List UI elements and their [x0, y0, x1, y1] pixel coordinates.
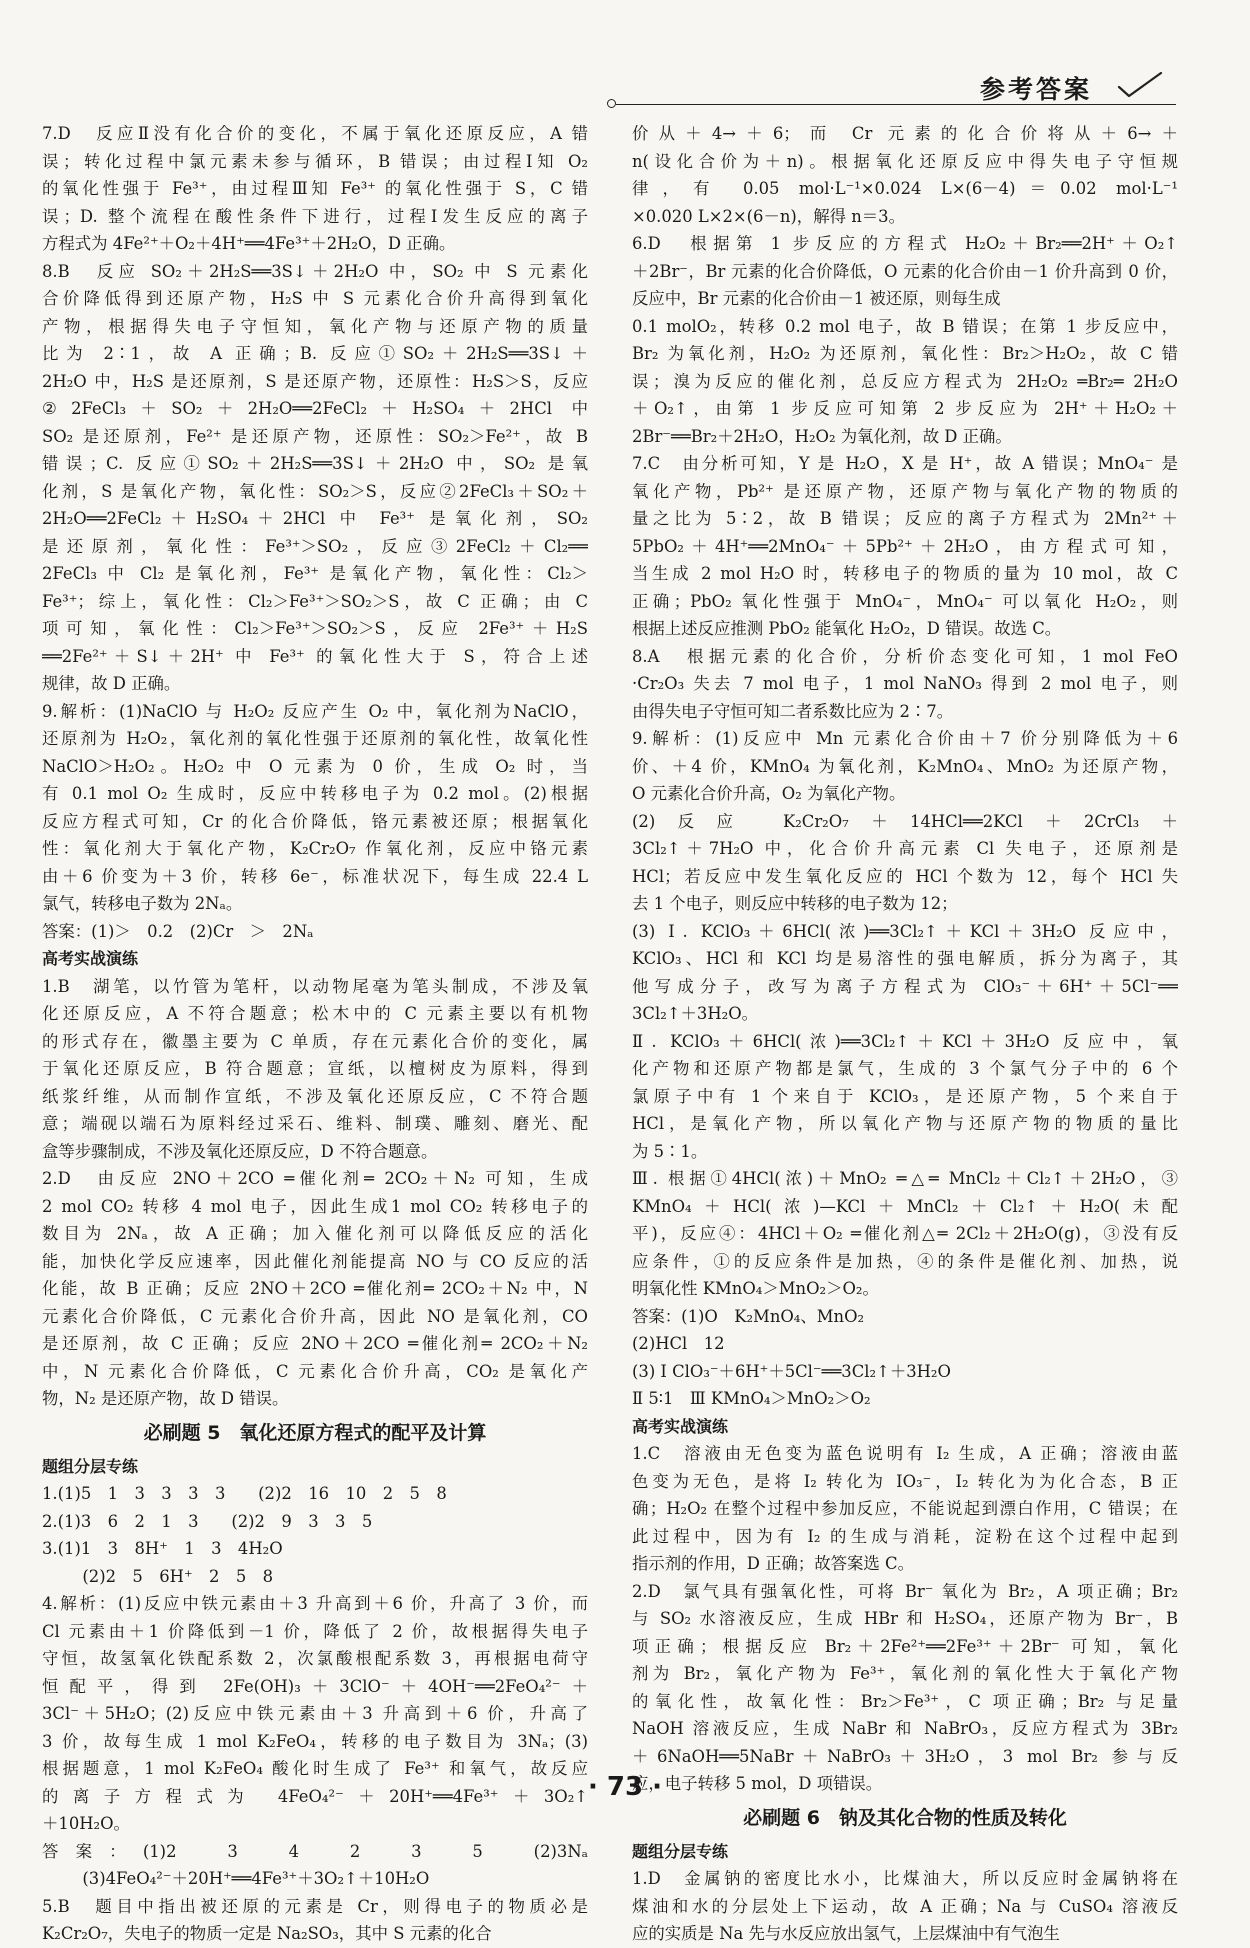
- text-line: 8.A 根据元素的化合价，分析价态变化可知，1 mol FeO: [632, 646, 1178, 666]
- text-line: 的离子方程式为 4FeO₄²⁻＋20H⁺══4Fe³⁺＋3O₂↑: [42, 1786, 588, 1806]
- text-line: 3.(1)1 3 8H⁺ 1 3 4H₂O: [42, 1539, 283, 1558]
- text-line: 2H₂O══2FeCl₂＋H₂SO₄＋2HCl 中 Fe³⁺ 是氧化剂，SO₂: [42, 509, 588, 528]
- text-line: NaOH 溶液反应，生成 NaBr 和 NaBrO₃，反应方程式为 3Br₂: [632, 1719, 1178, 1738]
- text-line: SO₂ 是还原剂，Fe²⁺ 是还原产物，还原性：SO₂＞Fe²⁺，故 B: [42, 426, 588, 446]
- text-line: 由得失电子守恒可知二者系数比应为 2∶7。: [632, 701, 954, 721]
- text-line: 7.C 由分析可知，Y 是 H₂O，X 是 H⁺，故 A 错误；MnO₄⁻ 是: [632, 454, 1178, 473]
- section-title: 必刷题 6 钠及其化合物的性质及转化: [743, 1806, 1067, 1829]
- text-line: (2)HCl 12: [632, 1334, 725, 1353]
- header-rule-dot: [607, 99, 616, 108]
- text-line: ②2FeCl₃＋SO₂＋2H₂O══2FeCl₂＋H₂SO₄＋2HCl 中: [42, 399, 588, 418]
- text-line: 误；转化过程中氯元素未参与循环，B 错误；由过程Ⅰ知 O₂: [42, 151, 588, 171]
- text-line: (3) Ⅰ. KClO₃＋6HCl(浓)══3Cl₂↑＋KCl＋3H₂O 反应中，: [632, 921, 1178, 941]
- text-line: 合价降低得到还原产物，H₂S 中 S 元素化合价升高得到氧化: [42, 289, 588, 308]
- text-line: 8.B 反应 SO₂＋2H₂S══3S↓＋2H₂O 中，SO₂ 中 S 元素化: [42, 261, 588, 281]
- check-mark-icon: [1115, 70, 1165, 100]
- text-line: 3Cl₂↑＋7H₂O 中，化合价升高元素 Cl 失电子，还原剂是: [632, 839, 1178, 858]
- text-line: 化还原反应，A 不符合题意；松木中的 C 元素主要以有机物: [42, 1004, 588, 1023]
- text-line: ＋6NaOH══5NaBr＋NaBrO₃＋3H₂O，3 mol Br₂ 参与反: [632, 1746, 1178, 1766]
- text-line: 剂为 Br₂，氧化产物为 Fe³⁺，氧化剂的氧化性大于氧化产物: [632, 1664, 1178, 1683]
- text-line: Ⅲ. 根据①4HCl(浓)＋MnO₂ ═△═ MnCl₂＋Cl₂↑＋2H₂O，③: [632, 1169, 1178, 1188]
- text-line: KClO₃、HCl 和 KCl 均是易溶性的强电解质，拆分为离子，其: [632, 949, 1178, 968]
- text-line: NaClO＞H₂O₂。H₂O₂ 中 O 元素为 0 价，生成 O₂ 时，当: [42, 756, 588, 776]
- text-line: 反应方程式可知，Cr 的化合价降低，铬元素被还原；根据氧化: [42, 811, 588, 831]
- section-title: 必刷题 5 氧化还原方程式的配平及计算: [143, 1421, 487, 1444]
- text-line: 色变为无色，是将 I₂ 转化为 IO₃⁻，I₂ 转化为为化合态，B 正: [632, 1471, 1178, 1491]
- text-line: 盒等步骤制成，不涉及氧化还原反应，D 不符合题意。: [42, 1141, 438, 1161]
- text-line: 9.解析：(1)反应中 Mn 元素化合价由＋7 价分别降低为＋6: [632, 729, 1178, 748]
- text-line: 2.D 氯气具有强氧化性，可将 Br⁻ 氧化为 Br₂，A 项正确；Br₂: [632, 1581, 1178, 1601]
- text-line: 1.C 溶液由无色变为蓝色说明有 I₂ 生成，A 正确；溶液由蓝: [632, 1444, 1178, 1463]
- text-line: Ⅱ 5∶1 Ⅲ KMnO₄＞MnO₂＞O₂: [632, 1389, 871, 1408]
- text-line: 正确；PbO₂ 氧化性强于 MnO₄⁻，MnO₄⁻ 可以氧化 H₂O₂，则: [632, 591, 1178, 611]
- text-line: 3Cl₂↑＋3H₂O。: [632, 1004, 759, 1023]
- text-line: 由＋6 价变为＋3 价，转移 6e⁻，标准状况下，每生成 22.4 L: [42, 866, 588, 886]
- text-line: ＋O₂↑，由第 1 步反应可知第 2 步反应为 2H⁺＋H₂O₂＋: [632, 399, 1178, 418]
- text-line: 与 SO₂ 水溶液反应，生成 HBr 和 H₂SO₄，还原产物为 Br⁻，B: [632, 1609, 1178, 1628]
- text-line: 氯原子中有 1 个来自于 KClO₃，是还原产物，5 个来自于: [632, 1086, 1178, 1106]
- header-title: 参考答案: [980, 75, 1093, 104]
- subsection-title: 题组分层专练: [42, 1456, 139, 1476]
- text-line: 化剂，S 是氧化产物，氧化性：SO₂＞S，反应②2FeCl₃＋SO₂＋: [42, 481, 588, 501]
- text-line: 是还原剂，氧化性：Fe³⁺＞SO₂，反应③2FeCl₂＋Cl₂══: [42, 536, 588, 556]
- text-line: 应，电子转移 5 mol，D 项错误。: [632, 1774, 883, 1793]
- text-line: 他写成分子，改写为离子方程式为 ClO₃⁻＋6H⁺＋5Cl⁻══: [632, 976, 1178, 996]
- subsection-title: 高考实战演练: [42, 949, 139, 968]
- text-line: (2)反应 K₂Cr₂O₇＋14HCl══2KCl＋2CrCl₃＋: [632, 811, 1178, 831]
- text-line: 答案：(1)＞ 0.2 (2)Cr ＞ 2Nₐ: [42, 921, 314, 941]
- text-line: Cl 元素由＋1 价降低到－1 价，降低了 2 价，故根据得失电子: [42, 1621, 588, 1641]
- text-line: 规律，故 D 正确。: [42, 674, 181, 693]
- text-line: 平)，反应④：4HCl＋O₂ ═催化剂△═ 2Cl₂＋2H₂O(g)，③没有反: [632, 1224, 1178, 1243]
- text-line: HCl，是氧化产物，所以氧化产物与还原产物的物质的量比: [632, 1114, 1178, 1133]
- text-line: Fe³⁺；综上，氧化性：Cl₂＞Fe³⁺＞SO₂＞S，故 C 正确；由 C: [42, 591, 588, 611]
- text-line: (2)2 5 6H⁺ 2 5 8: [66, 1566, 274, 1586]
- text-line: 9.解析：(1)NaClO 与 H₂O₂ 反应产生 O₂ 中，氧化剂为NaClO，: [42, 701, 588, 721]
- text-line: 的形式存在，徽墨主要为 C 单质，存在元素化合价的变化，属: [42, 1031, 588, 1051]
- right-column: [632, 120, 1178, 1948]
- text-line: 律，有 0.05 mol·L⁻¹×0.024 L×(6－4)＝0.02 mol·L⁻¹: [632, 179, 1178, 198]
- text-line: 性：氧化剂大于氧化产物，K₂Cr₂O₇ 作氧化剂，反应中铬元素: [42, 839, 588, 858]
- text-line: (3) Ⅰ ClO₃⁻＋6H⁺＋5Cl⁻══3Cl₂↑＋3H₂O: [632, 1361, 951, 1381]
- text-line: 价、＋4 价，KMnO₄ 为氧化剂，K₂MnO₄、MnO₂ 为还原产物，: [632, 756, 1178, 776]
- text-line: 为 5∶1。: [632, 1141, 708, 1161]
- text-line: 误；D. 整个流程在酸性条件下进行，过程Ⅰ发生反应的离子: [42, 206, 588, 226]
- text-line: 中，N 元素化合价降低，C 元素化合价升高，CO₂ 是氧化产: [42, 1361, 588, 1381]
- text-line: 量之比为 5∶2，故 B 错误；反应的离子方程式为 2Mn²⁺＋: [632, 509, 1178, 528]
- text-line: 6.D 根据第 1 步反应的方程式 H₂O₂＋Br₂══2H⁺＋O₂↑: [632, 234, 1178, 253]
- text-line: 数目为 2Nₐ，故 A 正确；加入催化剂可以降低反应的活化: [42, 1224, 588, 1243]
- text-line: 于氧化还原反应，B 符合题意；宣纸，以檀树皮为原料，得到: [42, 1059, 588, 1078]
- text-line: ══2Fe²⁺＋S↓＋2H⁺ 中 Fe³⁺ 的氧化性大于 S，符合上述: [42, 646, 588, 666]
- text-line: 氧化产物，Pb²⁺ 是还原产物，还原产物与氧化产物的物质的: [632, 481, 1178, 501]
- text-line: 应条件，①的反应条件是加热，④的条件是催化剂、加热，说: [632, 1251, 1178, 1271]
- text-line: 5PbO₂＋4H⁺══2MnO₄⁻＋5Pb²⁺＋2H₂O，由方程式可知，: [632, 536, 1178, 556]
- text-line: 产物，根据得失电子守恒知，氧化产物与还原产物的质量: [42, 316, 588, 336]
- text-line: K₂Cr₂O₇，失电子的物质一定是 Na₂SO₃，其中 S 元素的化合: [42, 1924, 492, 1943]
- text-line: 指示剂的作用，D 正确；故答案选 C。: [632, 1554, 914, 1573]
- text-line: 去 1 个电子，则反应中转移的电子数为 12；: [632, 894, 958, 913]
- text-line: 化产物和还原产物都是氯气，生成的 3 个氯气分子中的 6 个: [632, 1059, 1178, 1078]
- text-line: 2FeCl₃ 中 Cl₂ 是氧化剂，Fe³⁺ 是氧化产物，氧化性：Cl₂＞: [42, 564, 588, 583]
- text-line: 3Cl⁻＋5H₂O；(2)反应中铁元素由＋3 升高到＋6 价，升高了: [42, 1704, 588, 1723]
- text-line: 误；溴为反应的催化剂，总反应方程式为 2H₂O₂ ═Br₂═ 2H₂O: [632, 371, 1178, 391]
- text-line: 3 价，故每生成 1 mol K₂FeO₄，转移的电子数目为 3Nₐ；(3): [42, 1731, 588, 1751]
- text-line: 2Br⁻══Br₂＋2H₂O，H₂O₂ 为氧化剂，故 D 正确。: [632, 426, 1012, 446]
- text-line: ·Cr₂O₃ 失去 7 mol 电子，1 mol NaNO₃ 得到 2 mol 电子，则: [632, 674, 1178, 693]
- text-line: 物，N₂ 是还原产物，故 D 错误。: [42, 1389, 289, 1408]
- text-line: 比为 2∶1，故 A 正确；B. 反应①SO₂＋2H₂S══3S↓＋: [42, 344, 588, 363]
- text-line: 恒配平，得到 2Fe(OH)₃＋3ClO⁻＋4OH⁻══2FeO₄²⁻＋: [42, 1676, 588, 1696]
- page-number: · 73 ·: [587, 1772, 663, 1802]
- text-line: 价从＋4→＋6；而 Cr 元素的化合价将从＋6→＋: [632, 124, 1178, 143]
- text-line: 守恒，故氢氧化铁配系数 2，次氯酸根配系数 3，再根据电荷守: [42, 1649, 588, 1668]
- text-line: 5.B 题目中指出被还原的元素是 Cr，则得电子的物质必是: [42, 1896, 588, 1916]
- text-line: Ⅱ. KClO₃＋6HCl(浓)══3Cl₂↑＋KCl＋3H₂O 反应中，氧: [632, 1031, 1178, 1051]
- text-line: 2.D 由反应 2NO＋2CO ═催化剂═ 2CO₂＋N₂ 可知，生成: [42, 1169, 588, 1188]
- text-line: 化能，故 B 正确；反应 2NO＋2CO ═催化剂═ 2CO₂＋N₂ 中，N: [42, 1279, 588, 1298]
- text-line: Br₂ 为氧化剂，H₂O₂ 为还原剂，氧化性：Br₂＞H₂O₂，故 C 错: [632, 344, 1178, 363]
- text-line: 1.D 金属钠的密度比水小，比煤油大，所以反应时金属钠将在: [632, 1869, 1178, 1888]
- text-line: ＋2Br⁻，Br 元素的化合价降低，O 元素的化合价由－1 价升高到 0 价，: [632, 261, 1178, 281]
- text-line: 方程式为 4Fe²⁺＋O₂＋4H⁺══4Fe³⁺＋2H₂O，D 正确。: [42, 234, 456, 253]
- text-line: (3)4FeO₄²⁻＋20H⁺══4Fe³⁺＋3O₂↑＋10H₂O: [66, 1869, 430, 1888]
- text-line: 项可知，氧化性：Cl₂＞Fe³⁺＞SO₂＞S，反应 2Fe³⁺＋H₂S: [42, 619, 588, 638]
- text-line: 4.解析：(1)反应中铁元素由＋3 升高到＋6 价，升高了 3 价，而: [42, 1594, 588, 1613]
- text-line: 氯气，转移电子数为 2Nₐ。: [42, 894, 243, 913]
- text-line: 确；H₂O₂ 在整个过程中参加反应，不能说起到漂白作用，C 错误；在: [632, 1499, 1178, 1518]
- text-line: 的氧化性，故氧化性：Br₂＞Fe³⁺，C 项正确；Br₂ 与足量: [632, 1691, 1178, 1711]
- text-line: 根据上述反应推测 PbO₂ 能氧化 H₂O₂，D 错误。故选 C。: [632, 619, 1062, 638]
- text-line: 有 0.1 mol O₂ 生成时，反应中转移电子为 0.2 mol。(2)根据: [42, 784, 588, 803]
- text-line: 2.(1)3 6 2 1 3 (2)2 9 3 3 5: [42, 1511, 373, 1531]
- text-line: 纸浆纤维，从而制作宣纸，不涉及氧化还原反应，C 不符合题: [42, 1086, 588, 1106]
- text-line: 煤油和水的分层处上下运动，故 A 正确；Na 与 CuSO₄ 溶液反: [632, 1896, 1178, 1916]
- text-line: 答案：(1)2 3 4 2 3 5 (2)3Nₐ: [42, 1841, 588, 1861]
- text-line: 1.B 湖笔，以竹管为笔杆，以动物尾毫为笔头制成，不涉及氧: [42, 976, 588, 996]
- text-line: n(设化合价为＋n)。根据氧化还原反应中得失电子守恒规: [632, 151, 1178, 171]
- subsection-title: 题组分层专练: [632, 1841, 729, 1861]
- text-line: 反应中，Br 元素的化合价由－1 被还原，则每生成: [632, 289, 1001, 308]
- text-line: 是还原剂，故 C 正确；反应 2NO＋2CO ═催化剂═ 2CO₂＋N₂: [42, 1334, 588, 1353]
- text-line: 0.1 molO₂，转移 0.2 mol 电子，故 B 错误；在第 1 步反应中，: [632, 316, 1178, 336]
- text-line: HCl；若反应中发生氧化反应的 HCl 个数为 12，每个 HCl 失: [632, 866, 1178, 886]
- text-line: 错误；C. 反应①SO₂＋2H₂S══3S↓＋2H₂O 中，SO₂ 是氧: [42, 454, 588, 473]
- text-line: 7.D 反应Ⅱ没有化合价的变化，不属于氧化还原反应，A 错: [42, 124, 588, 143]
- text-line: KMnO₄＋HCl(浓)—KCl＋MnCl₂＋Cl₂↑＋H₂O(未配: [632, 1196, 1178, 1216]
- text-line: 明氧化性 KMnO₄＞MnO₂＞O₂。: [632, 1279, 879, 1298]
- text-line: 应的实质是 Na 先与水反应放出氢气，上层煤油中有气泡生: [632, 1924, 1060, 1943]
- text-line: 能，加快化学反应速率，因此催化剂能提高 NO 与 CO 反应的活: [42, 1251, 588, 1271]
- text-line: ＋10H₂O。: [42, 1814, 130, 1833]
- text-line: 1.(1)5 1 3 3 3 3 (2)2 16 10 2 5 8: [42, 1484, 447, 1503]
- text-line: ×0.020 L×2×(6－n)，解得 n＝3。: [632, 206, 905, 226]
- text-line: 答案：(1)O K₂MnO₄、MnO₂: [632, 1306, 865, 1326]
- text-line: 的氧化性强于 Fe³⁺，由过程Ⅲ知 Fe³⁺ 的氧化性强于 S，C 错: [42, 179, 588, 198]
- text-line: 意；端砚以端石为原料经过采石、维料、制璞、雕刻、磨光、配: [42, 1114, 588, 1133]
- text-line: 项正确；根据反应 Br₂＋2Fe²⁺══2Fe³⁺＋2Br⁻ 可知，氧化: [632, 1636, 1178, 1656]
- text-line: 根据题意，1 mol K₂FeO₄ 酸化时生成了 Fe³⁺ 和氧气，故反应: [42, 1759, 588, 1778]
- text-line: O 元素化合价升高，O₂ 为氧化产物。: [632, 784, 906, 803]
- text-line: 还原剂为 H₂O₂，氧化剂的氧化性强于还原剂的氧化性，故氧化性: [42, 729, 588, 748]
- text-line: 此过程中，因为有 I₂ 的生成与消耗，淀粉在这个过程中起到: [632, 1526, 1178, 1546]
- text-line: 当生成 2 mol H₂O 时，转移电子的物质的量为 10 mol，故 C: [632, 564, 1178, 583]
- text-line: 2 mol CO₂ 转移 4 mol 电子，因此生成1 mol CO₂ 转移电子的: [42, 1196, 588, 1216]
- left-column: [42, 120, 588, 1948]
- subsection-title: 高考实战演练: [632, 1416, 729, 1436]
- text-line: 2H₂O 中，H₂S 是还原剂，S 是还原产物，还原性：H₂S＞S，反应: [42, 371, 588, 391]
- text-line: 元素化合价降低，C 元素化合价升高，因此 NO 是氧化剂，CO: [42, 1306, 588, 1326]
